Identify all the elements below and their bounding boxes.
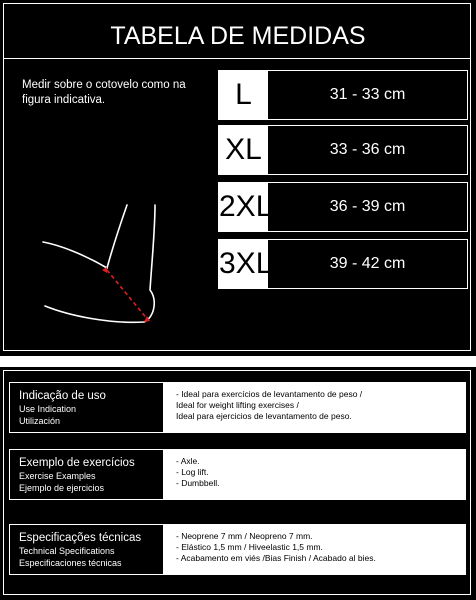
spec-heading-en: Use Indication bbox=[19, 404, 77, 414]
spec-heading-pt: Especificações técnicas bbox=[19, 532, 142, 544]
spec-heading-es: Ejemplo de ejercicios bbox=[19, 483, 105, 493]
chart-title: TABELA DE MEDIDAS bbox=[110, 22, 366, 50]
spec-content bbox=[164, 383, 465, 432]
spec-line: - Log lift. bbox=[176, 467, 209, 477]
size-row-xl bbox=[218, 125, 468, 175]
spec-heading-pt: Exemplo de exercícios bbox=[19, 457, 135, 469]
spec-heading-en: Exercise Examples bbox=[19, 471, 96, 481]
size-row-2xl bbox=[218, 182, 468, 232]
spec-line: - Neoprene 7 mm / Neopreno 7 mm. bbox=[176, 531, 313, 541]
size-range: 33 - 36 cm bbox=[329, 141, 406, 158]
spec-heading bbox=[10, 450, 164, 499]
size-label: 2XL bbox=[219, 183, 268, 231]
spec-line: - Dumbbell. bbox=[176, 478, 220, 488]
measure-instruction: Medir sobre o cotovelo como na figura indicativa. bbox=[22, 79, 186, 106]
spec-heading bbox=[10, 525, 164, 574]
spec-heading-en: Technical Specifications bbox=[19, 546, 115, 556]
size-row-3xl bbox=[218, 239, 468, 289]
spec-line: Ideal para ejercicios de levantamento de peso. bbox=[176, 411, 352, 421]
spec-line: - Acabamento em viés /Bias Finish / Acabado al bies. bbox=[176, 553, 376, 563]
size-range: 31 - 33 cm bbox=[329, 86, 406, 103]
spec-line: Ideal for weight lifting exercises / bbox=[176, 400, 299, 410]
size-range: 36 - 39 cm bbox=[329, 198, 406, 215]
title-divider bbox=[3, 58, 471, 59]
specs-panel bbox=[0, 367, 476, 600]
spec-line: - Elástico 1,5 mm / Hiveelastic 1,5 mm. bbox=[176, 542, 323, 552]
spec-heading-pt: Indicação de uso bbox=[19, 390, 106, 402]
spec-heading bbox=[10, 383, 164, 432]
size-label: L bbox=[219, 71, 268, 119]
spec-heading-es: Utilización bbox=[19, 416, 61, 426]
spec-line: - Ideal para exercícios de levantamento de peso / bbox=[176, 389, 363, 399]
size-label: 3XL bbox=[219, 240, 268, 288]
spec-row-technical-specifications bbox=[9, 524, 466, 575]
size-row-l bbox=[218, 70, 468, 120]
spec-row-exercise-examples bbox=[9, 449, 466, 500]
spec-content bbox=[164, 525, 465, 574]
size-label: XL bbox=[219, 126, 268, 174]
spec-content bbox=[164, 450, 465, 499]
spec-line: - Axle. bbox=[176, 456, 200, 466]
spec-heading-es: Especificaciones técnicas bbox=[19, 558, 122, 568]
size-range: 39 - 42 cm bbox=[329, 255, 406, 272]
spec-row-use-indication bbox=[9, 382, 466, 433]
elbow-outline-icon bbox=[40, 200, 170, 335]
